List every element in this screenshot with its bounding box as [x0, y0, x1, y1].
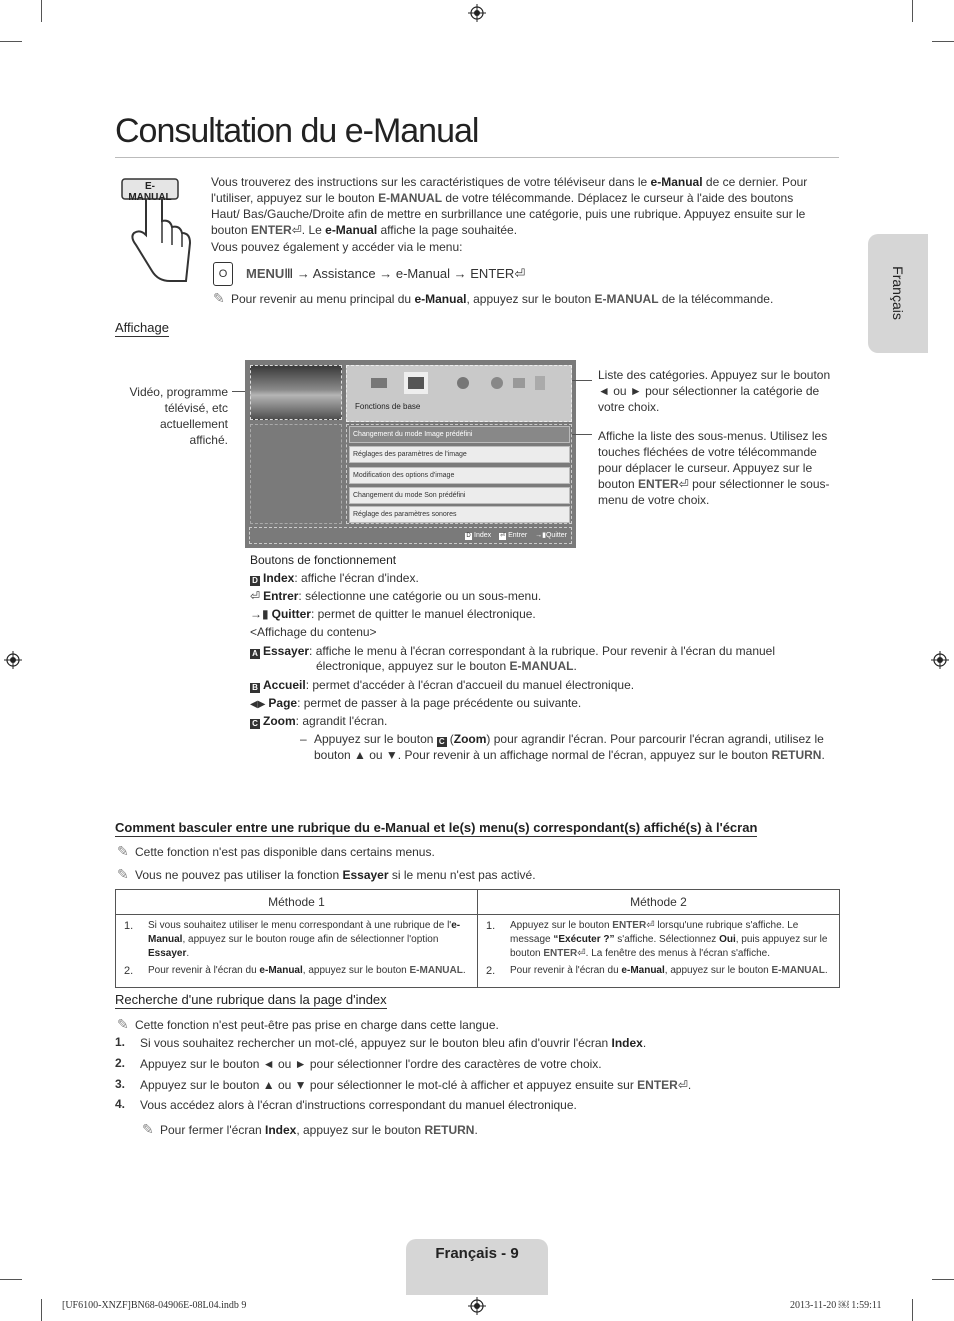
menu-access-icon: O	[213, 262, 233, 286]
button-index: D Index: affiche l'écran d'index.	[250, 570, 419, 586]
tv-submenu-item[interactable]: Changement du mode Image prédéfini	[349, 426, 570, 443]
registration-mark-icon	[468, 4, 486, 22]
search-step-4: Vous accédez alors à l'écran d'instructions correspondant du manuel électronique.	[140, 1098, 577, 1112]
method-2-cell	[478, 915, 840, 988]
list-item: 2. Pour revenir à l'écran du e-Manual, appuyez sur le bouton E-MANUAL.	[124, 965, 466, 977]
button-try: A Essayer: affiche le menu à l'écran correspondant à la rubrique. Pour revenir à l'écran du manuel	[250, 643, 790, 659]
note-pencil-icon: ✎	[117, 866, 129, 882]
callout-categories: Liste des catégories. Appuyez sur le bouton ◄ ou ► pour sélectionner la catégorie de votre choix.	[598, 368, 831, 414]
enter-icon: ⏎	[250, 589, 261, 603]
zoom-instructions: Appuyez sur le bouton C (Zoom) pour agrandir l'écran. Pour parcourir l'écran agrandi, utilisez le	[314, 732, 824, 746]
e-manual-screen	[245, 360, 576, 548]
tv-submenu-item[interactable]: Modification des options d'image	[349, 467, 570, 484]
callout-current-video: Vidéo, programme télévisé, etc actuellement affiché.	[129, 385, 228, 447]
enter-icon: ⏎	[646, 920, 655, 931]
step-number: 4.	[115, 1097, 126, 1111]
language-side-tab-label: Français	[890, 266, 906, 320]
print-slug-left: [UF6100-XNZF]BN68-04906E-08L04.indb 9	[62, 1300, 247, 1311]
quit-icon: →▮	[250, 607, 269, 621]
step-number: 1.	[115, 1035, 126, 1049]
crop-mark	[41, 0, 42, 22]
step-number: 3.	[115, 1077, 126, 1091]
tv-video-thumbnail	[250, 365, 342, 420]
category-icon-selected[interactable]	[404, 372, 428, 394]
tv-submenu-list	[346, 424, 572, 524]
print-slug-right: 2013-11-20 ￼ 1:59:11	[790, 1300, 882, 1311]
menu-icon: Ⅲ	[284, 266, 294, 281]
search-note: ✎ Cette fonction n'est peut-être pas prise en charge dans cette langue.	[117, 1016, 499, 1032]
registration-mark-icon	[931, 651, 949, 669]
step-number: 2.	[115, 1056, 126, 1070]
zoom-dash: –	[300, 732, 307, 746]
category-icon[interactable]	[507, 372, 531, 394]
button-enter: ⏎ Entrer: sélectionne une catégorie ou un sous-menu.	[250, 589, 542, 603]
callout-line	[572, 380, 592, 381]
search-note-2: ✎ Pour fermer l'écran Index, appuyez sur le bouton RETURN.	[142, 1121, 478, 1137]
switch-note-1: ✎ Cette fonction n'est pas disponible dans certains menus.	[117, 843, 435, 859]
method-1-cell	[116, 915, 478, 988]
intro-note: ✎ Pour revenir au menu principal du e-Manual, appuyez sur le bouton E-MANUAL de la télécommande.	[213, 290, 774, 306]
tv-submenu-item[interactable]: Changement du mode Son prédéfini	[349, 487, 570, 504]
affichage-heading: Affichage	[115, 320, 169, 335]
search-step-2: Appuyez sur le bouton ◄ ou ► pour sélectionner l'ordre des caractères de votre choix.	[140, 1057, 602, 1071]
enter-icon: ⏎	[677, 1078, 688, 1092]
index-key-icon: D	[250, 576, 260, 586]
button-try-continued: électronique, appuyez sur le bouton E-MANUAL.	[316, 659, 577, 673]
note-pencil-icon: ✎	[142, 1121, 154, 1137]
crop-mark	[0, 41, 22, 42]
category-icon[interactable]	[529, 372, 553, 394]
list-item: 1. Appuyez sur le bouton ENTER⏎ lorsqu'une rubrique s'affiche. Le message “Exécuter ?” s'affiche. Sélectionnez Oui, puis appuyez sur le bouton ENTER⏎. La fenêtre des menus à l'écran s'affiche.	[486, 920, 828, 959]
enter-icon: ⏎	[678, 477, 689, 491]
zoom-key-icon: C	[437, 737, 447, 747]
index-key-icon: D	[466, 533, 471, 539]
list-item: 2. Pour revenir à l'écran du e-Manual, appuyez sur le bouton E-MANUAL.	[486, 965, 828, 977]
switch-note-2: ✎ Vous ne pouvez pas utiliser la fonction Essayer si le menu n'est pas activé.	[117, 866, 536, 882]
search-step-1: Si vous souhaitez rechercher un mot-clé, appuyez sur le bouton bleu afin d'ouvrir l'écran Index.	[140, 1036, 647, 1050]
tv-left-panel	[250, 424, 342, 524]
quit-key-icon: →▮	[535, 532, 546, 539]
category-icon[interactable]	[367, 372, 391, 394]
enter-icon: ⏎	[577, 948, 586, 959]
buttons-heading: Boutons de fonctionnement	[250, 553, 397, 567]
registration-mark-icon	[468, 1297, 486, 1315]
callout-line	[572, 434, 592, 435]
enter-icon: ⏎	[291, 223, 302, 237]
crop-mark	[41, 1299, 42, 1321]
content-heading: <Affichage du contenu>	[250, 625, 377, 639]
callout-submenus: Affiche la liste des sous-menus. Utilisez les touches fléchées de votre télécommande pour déplacer le curseur. Appuyez sur le bouton ENTER⏎ pour sélectionner le sous-menu de votre choix.	[598, 429, 830, 507]
note-pencil-icon: ✎	[117, 1016, 129, 1032]
page-arrows-icon: ◀▶	[250, 699, 266, 710]
crop-mark	[0, 1279, 22, 1280]
crop-mark	[932, 1279, 954, 1280]
method-1-header: Méthode 1	[116, 890, 478, 915]
registration-mark-icon	[4, 651, 22, 669]
menu-path: MENUⅢ → Assistance → e-Manual → ENTER⏎	[246, 266, 526, 281]
tv-bottom-bar: D Index ⏎ Entrer →▮Quitter	[249, 527, 572, 544]
methods-table	[115, 889, 840, 988]
home-key-icon: B	[250, 683, 260, 693]
try-key-icon: A	[250, 649, 260, 659]
enter-icon: ⏎	[514, 266, 526, 281]
tv-category-bar	[346, 365, 572, 422]
zoom-instructions-continued: bouton ▲ ou ▼. Pour revenir à un affichage normal de l'écran, appuyez sur le bouton RETURN.	[314, 748, 825, 762]
page-title: Consultation du e-Manual	[115, 112, 479, 150]
button-quit: →▮ Quitter: permet de quitter le manuel électronique.	[250, 607, 536, 621]
crop-mark	[912, 1299, 913, 1321]
button-home: B Accueil: permet d'accéder à l'écran d'accueil du manuel électronique.	[250, 677, 634, 693]
search-section-heading: Recherche d'une rubrique dans la page d'index	[115, 992, 387, 1007]
crop-mark	[912, 0, 913, 22]
note-pencil-icon: ✎	[117, 843, 129, 859]
zoom-key-icon: C	[250, 719, 260, 729]
tv-submenu-item[interactable]: Réglage des paramètres sonores	[349, 506, 570, 523]
tv-category-label: Fonctions de base	[355, 402, 421, 411]
crop-mark	[932, 41, 954, 42]
switch-section-heading: Comment basculer entre une rubrique du e-Manual et le(s) menu(s) correspondant(s) affiché(s) à l'écran	[115, 820, 758, 835]
note-pencil-icon: ✎	[213, 290, 225, 306]
tv-submenu-item[interactable]: Réglages des paramètres de l'image	[349, 446, 570, 463]
page-number: Français - 9	[435, 1245, 519, 1262]
search-step-3: Appuyez sur le bouton ▲ ou ▼ pour sélectionner le mot-clé à afficher et appuyez ensuite sur ENTER⏎.	[140, 1078, 692, 1092]
intro-paragraph: Vous trouverez des instructions sur les caractéristiques de votre téléviseur dans le e-Manual de ce dernier. Pour l'utiliser, appuyez sur le bouton E-MANUAL de votre télécommande. Déplacez le curseur à l'aide des boutons Haut/ Bas/Gauche/Droite afin de mettre en surbrillance une catégorie, puis une rubrique. Appuyez ensuite sur le bouton ENTER⏎. Le e-Manual affiche la page souhaitée.	[211, 175, 808, 237]
title-rule	[115, 157, 839, 158]
e-manual-button-label: E-MANUAL	[128, 181, 172, 203]
category-icon[interactable]	[485, 372, 509, 394]
enter-key-icon: ⏎	[500, 533, 506, 539]
button-zoom: C Zoom: agrandit l'écran.	[250, 713, 387, 729]
category-icon[interactable]	[451, 372, 475, 394]
intro-menu-access: Vous pouvez également y accéder via le menu:	[211, 240, 463, 254]
method-2-header: Méthode 2	[478, 890, 840, 915]
list-item: 1. Si vous souhaitez utiliser le menu correspondant à une rubrique de l'e-Manual, appuyez sur le bouton rouge afin de sélectionner l'option Essayer.	[124, 920, 461, 959]
button-page: ◀▶ Page: permet de passer à la page précédente ou suivante.	[250, 696, 582, 710]
